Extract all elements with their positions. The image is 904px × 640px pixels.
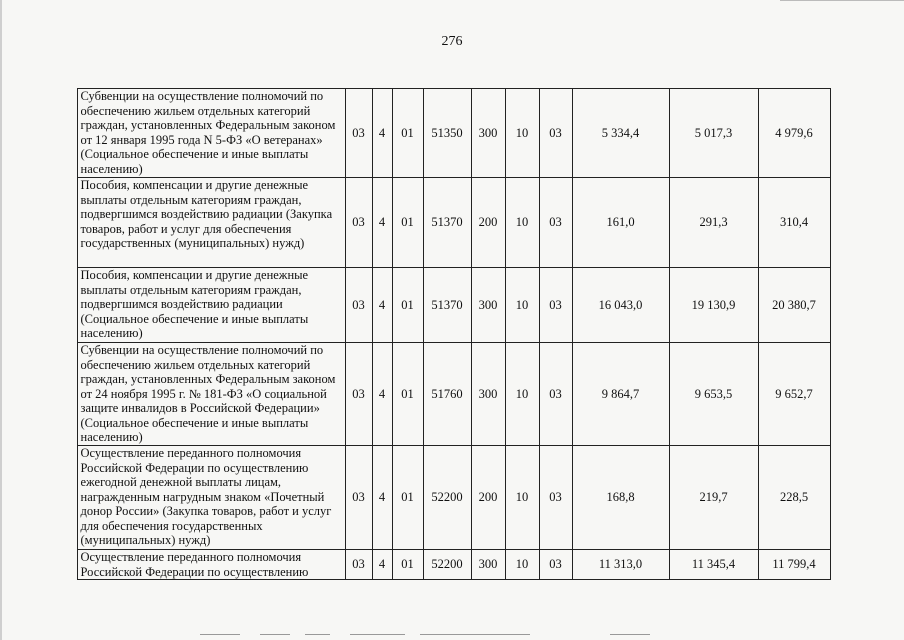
code-cell: 52200 xyxy=(423,446,471,550)
row-name: Пособия, компенсации и другие денежные выплаты отдельным категориям граждан, подвергшимся воздействию радиации (Закупка товаров, работ и услуг для обеспечения государственных (муниципальных) нужд) xyxy=(77,178,345,268)
code-cell: 03 xyxy=(345,268,372,343)
code-cell: 10 xyxy=(505,446,539,550)
code-cell: 51350 xyxy=(423,89,471,178)
row-name: Осуществление переданного полномочия Российской Федерации по осуществлению xyxy=(77,550,345,580)
code-cell: 4 xyxy=(372,89,392,178)
value-cell: 4 979,6 xyxy=(758,89,830,178)
row-name: Пособия, компенсации и другие денежные выплаты отдельным категориям граждан, подвергшимся воздействию радиации (Социальное обеспечение и иные выплаты населению) xyxy=(77,268,345,343)
table-row xyxy=(48,268,830,343)
row-name: Субвенции на осуществление полномочий по обеспечению жильем отдельных категорий граждан, установленных Федеральным законом от 24 ноября 1995 г. № 181-ФЗ «О социальной защите инвалидов в Российской Федерации» (Социальное обеспечение и иные выплаты населению) xyxy=(77,343,345,446)
scan-artifact-marks xyxy=(200,634,660,636)
code-cell: 51370 xyxy=(423,178,471,268)
value-cell: 9 864,7 xyxy=(572,343,669,446)
code-cell: 03 xyxy=(345,89,372,178)
code-cell: 300 xyxy=(471,268,505,343)
code-cell: 01 xyxy=(392,89,423,178)
code-cell: 01 xyxy=(392,268,423,343)
table-body xyxy=(48,89,830,580)
value-cell: 9 652,7 xyxy=(758,343,830,446)
value-cell: 5 017,3 xyxy=(669,89,758,178)
code-cell: 4 xyxy=(372,178,392,268)
code-cell: 10 xyxy=(505,89,539,178)
code-cell: 01 xyxy=(392,343,423,446)
code-cell: 03 xyxy=(345,446,372,550)
value-cell: 9 653,5 xyxy=(669,343,758,446)
code-cell: 51370 xyxy=(423,268,471,343)
code-cell: 4 xyxy=(372,446,392,550)
code-cell: 10 xyxy=(505,550,539,580)
code-cell: 01 xyxy=(392,446,423,550)
value-cell: 161,0 xyxy=(572,178,669,268)
value-cell: 11 799,4 xyxy=(758,550,830,580)
value-cell: 5 334,4 xyxy=(572,89,669,178)
value-cell: 291,3 xyxy=(669,178,758,268)
value-cell: 11 313,0 xyxy=(572,550,669,580)
code-cell: 200 xyxy=(471,446,505,550)
code-cell: 4 xyxy=(372,550,392,580)
code-cell: 4 xyxy=(372,268,392,343)
code-cell: 03 xyxy=(539,446,572,550)
page-left-edge xyxy=(0,0,2,640)
code-cell: 300 xyxy=(471,343,505,446)
code-cell: 10 xyxy=(505,178,539,268)
code-cell: 03 xyxy=(539,343,572,446)
code-cell: 03 xyxy=(345,178,372,268)
table-row xyxy=(48,550,830,580)
indent-cell xyxy=(48,89,77,178)
value-cell: 168,8 xyxy=(572,446,669,550)
indent-cell xyxy=(48,178,77,268)
code-cell: 4 xyxy=(372,343,392,446)
code-cell: 01 xyxy=(392,178,423,268)
table-row xyxy=(48,89,830,178)
value-cell: 11 345,4 xyxy=(669,550,758,580)
value-cell: 219,7 xyxy=(669,446,758,550)
code-cell: 51760 xyxy=(423,343,471,446)
indent-cell xyxy=(48,550,77,580)
code-cell: 03 xyxy=(539,268,572,343)
code-cell: 03 xyxy=(539,550,572,580)
row-name: Осуществление переданного полномочия Российской Федерации по осуществлению ежегодной денежной выплаты лицам, награжденным нагрудным знаком «Почетный донор России» (Закупка товаров, работ и услуг для обеспечения государственных (муниципальных) нужд) xyxy=(77,446,345,550)
code-cell: 10 xyxy=(505,268,539,343)
code-cell: 03 xyxy=(345,343,372,446)
page-number: 276 xyxy=(441,34,463,49)
value-cell: 310,4 xyxy=(758,178,830,268)
indent-cell xyxy=(48,268,77,343)
table-row xyxy=(48,343,830,446)
table-row xyxy=(48,446,830,550)
code-cell: 300 xyxy=(471,550,505,580)
code-cell: 03 xyxy=(345,550,372,580)
code-cell: 03 xyxy=(539,89,572,178)
code-cell: 52200 xyxy=(423,550,471,580)
code-cell: 01 xyxy=(392,550,423,580)
code-cell: 300 xyxy=(471,89,505,178)
budget-table xyxy=(48,88,831,580)
indent-cell xyxy=(48,343,77,446)
value-cell: 20 380,7 xyxy=(758,268,830,343)
code-cell: 03 xyxy=(539,178,572,268)
table-row xyxy=(48,178,830,268)
indent-cell xyxy=(48,446,77,550)
code-cell: 10 xyxy=(505,343,539,446)
top-rule xyxy=(780,0,904,1)
row-name: Субвенции на осуществление полномочий по обеспечению жильем отдельных категорий граждан, установленных Федеральным законом от 12 января 1995 года N 5-ФЗ «О ветеранах» (Социальное обеспечение и иные выплаты населению) xyxy=(77,89,345,178)
code-cell: 200 xyxy=(471,178,505,268)
value-cell: 16 043,0 xyxy=(572,268,669,343)
value-cell: 228,5 xyxy=(758,446,830,550)
value-cell: 19 130,9 xyxy=(669,268,758,343)
